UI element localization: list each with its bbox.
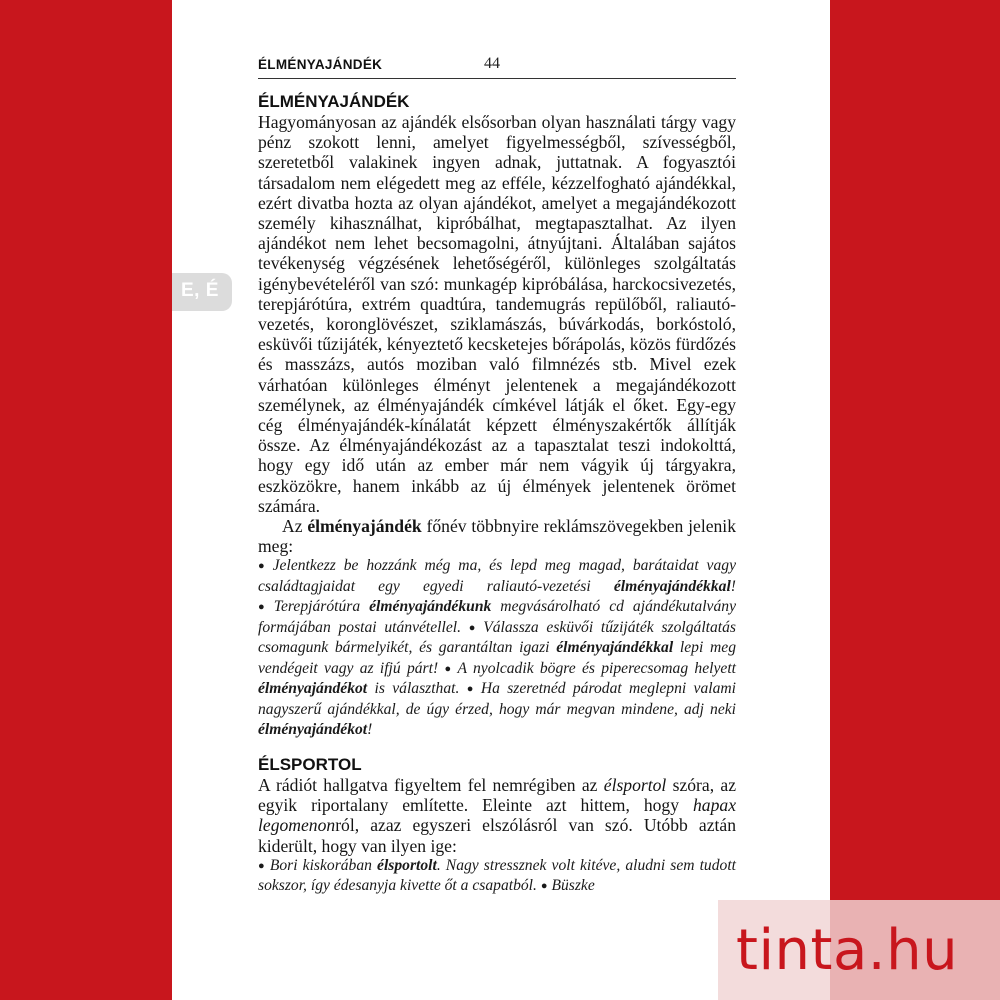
body-text: szóra, az egyik riportalany említette. Eleinte azt hittem, hogy — [258, 774, 736, 816]
body-italic-term: hapax legomenon — [258, 795, 736, 836]
watermark-logo — [718, 900, 1000, 1000]
entry-headword: ÉLSPORTOL — [258, 754, 362, 774]
running-head — [258, 56, 736, 79]
example-text: Jelentkezz be hozzánk még ma, és lepd meg magad, barátaidat vagy családtagjaidat egy egyedi raliautó-vezetési — [258, 557, 736, 595]
example-text: megvásárolható cd ajándékutalvány formájában postai utánvétellel. — [258, 598, 736, 636]
example-sentence — [258, 557, 736, 595]
example-text: Bori kiskorában — [269, 856, 378, 874]
page-content — [258, 92, 736, 897]
bullet-icon: ● — [258, 560, 269, 573]
example-text: ! — [730, 577, 736, 595]
section-tab — [172, 273, 232, 311]
usage-text-before: Az — [282, 516, 308, 537]
bullet-icon: ● — [258, 859, 266, 872]
example-text: ! — [367, 721, 373, 739]
usage-text-after: főnév többnyire reklámszövegekben jelenik meg: — [258, 516, 736, 557]
example-text: Ha szeretnéd párodat meglepni valami nagyszerű ajándékkal, de úgy érzed, hogy már megvan mindene, adj neki — [258, 680, 736, 718]
example-text: . Nagy stressznek volt kitéve, aludni sem tudott sokszor, így édesanyja kivette őt a csapatból. — [258, 856, 736, 895]
entry-usage-note — [258, 516, 736, 556]
dictionary-page — [172, 0, 830, 1000]
example-text: Válassza esküvői tűzijáték szolgáltatás csomagunk bármelyikét, és garantáltan igazi — [258, 618, 736, 657]
example-keyword: élményajándékkal — [556, 639, 674, 657]
example-keyword: élményajándékunk — [369, 598, 492, 616]
example-keyword: élményajándékot — [258, 721, 368, 739]
example-keyword: élsportolt — [377, 856, 437, 874]
example-sentence — [541, 877, 595, 894]
bullet-icon: ● — [468, 621, 480, 634]
bullet-icon: ● — [540, 880, 548, 893]
example-text: lepi meg vendégeit vagy az ifjú párt! — [258, 639, 736, 677]
example-list — [258, 556, 736, 741]
example-text: is választhat. — [367, 680, 460, 698]
entry-headword: ÉLMÉNYAJÁNDÉK — [258, 92, 410, 111]
body-italic-term: élsportol — [603, 774, 667, 795]
example-text: A nyolcadik bögre és piperecsomag helyett — [457, 659, 736, 677]
example-keyword: élményajándékot — [258, 680, 368, 698]
example-list — [258, 856, 736, 897]
page-number: 44 — [484, 55, 500, 72]
watermark-text: tinta.hu — [736, 918, 959, 983]
body-text: A rádiót hallgatva figyeltem fel nemrégiben az — [258, 774, 604, 795]
example-sentence — [258, 857, 736, 895]
body-text: ról, azaz egyszeri elszólásról van szó. Utóbb aztán kiderült, hogy van ilyen ige: — [258, 815, 736, 856]
example-text: Büszke — [551, 877, 595, 895]
example-text: Terepjárótúra — [273, 598, 370, 616]
section-tab-label: E, É — [181, 280, 219, 301]
bullet-icon: ● — [466, 683, 477, 696]
bullet-icon: ● — [258, 601, 270, 614]
usage-keyword: élményajándék — [307, 516, 422, 537]
entry-body: Hagyományosan az ajándék elsősorban olyan használati tárgy vagy pénz szokott lenni, amelyet figyelmességből, szívességből, szeretetből valakinek ingyen adnak, juttatnak. A fogyasztói társadalom nem elégedett meg az efféle, kézzelfogható ajándékkal, ezért divatba hozta az olyan ajándékot, amelyet a megajándékozott személy kihasználhat, kipróbálhat, megtapasztalhat. Az ilyen ajándékot nem lehet becsomagolni, átnyújtani. Általában sajátos tevékenység végzésének lehetőségéről, különleges szolgáltatás igénybevételéről van szó: munkagép kipróbálása, harckocsivezetés, terepjárótúra, extrém quadtúra, tandemugrás repülőből, raliautó-vezetés, koronglövészet, sziklamászás, búvárkodás, borkóstoló, esküvői tűzijáték, kényeztető kecsketejes bőrápolás, közös fürdőzés és masszázs, autós moziban való filmnézés stb. Mivel ezek várhatóan különleges élményt jelentenek a megajándékozott személynek, az élményajándék címkével látják el őket. Egy-egy cég élményajándék-kínálatát képzett élményszakértők állítják össze. Az élményajándékozást az a tapasztalat teszi indokolttá, hogy egy idő után az ember már nem vágyik új tárgyakra, eszközökre, hanem inkább az új élmények jelentenek örömet számára. — [258, 112, 736, 516]
example-keyword: élményajándékkal — [613, 577, 731, 595]
running-head-title: ÉLMÉNYAJÁNDÉK — [258, 57, 383, 72]
bullet-icon: ● — [444, 662, 454, 675]
entry-spacer — [258, 741, 736, 755]
entry-body — [258, 775, 736, 856]
